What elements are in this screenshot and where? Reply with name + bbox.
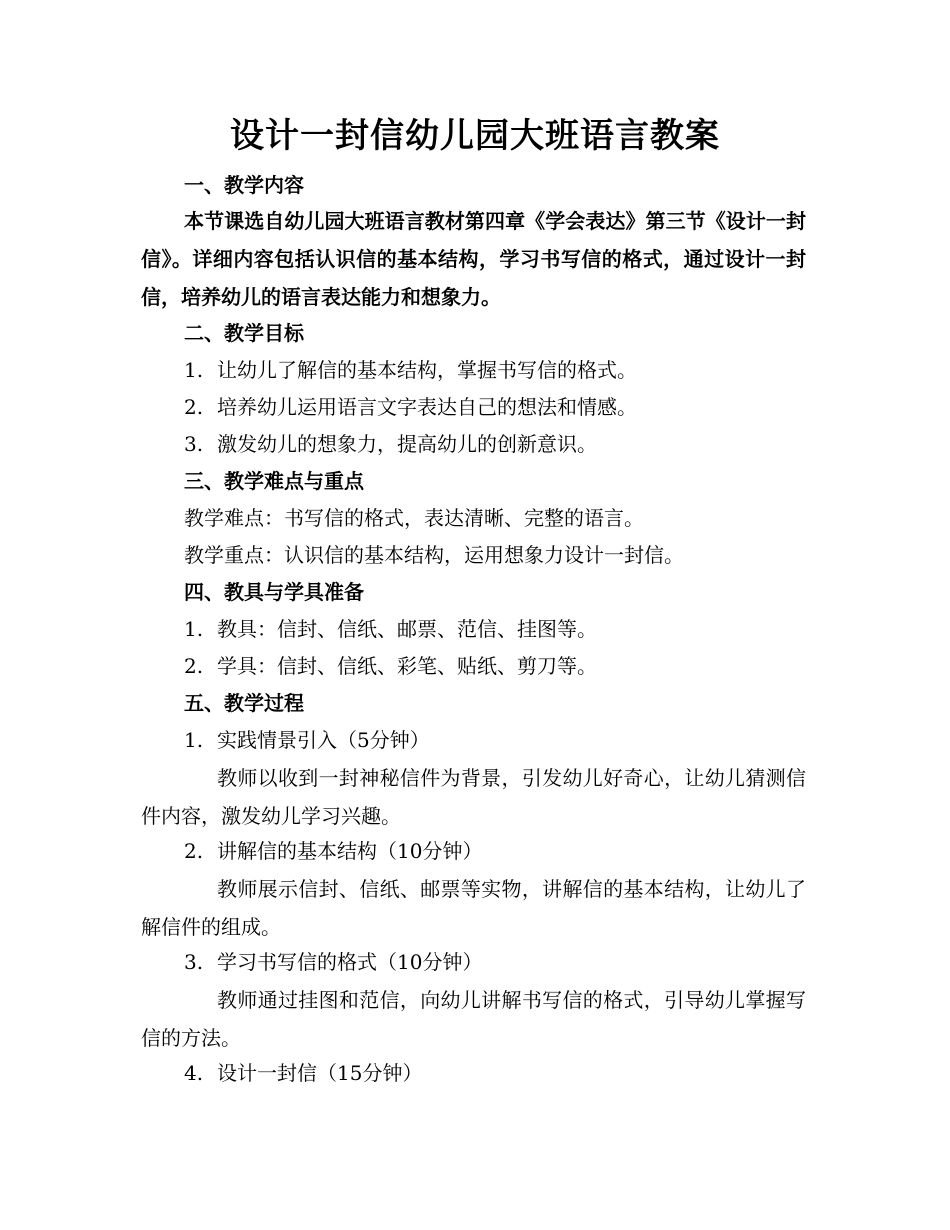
list-item-number: 2. bbox=[184, 395, 204, 419]
list-item bbox=[184, 652, 597, 680]
process-step-detail: 教师以收到一封神秘信件为背景，引发幼儿好奇心，让幼儿猜测信件内容，激发幼儿学习兴趣。 bbox=[141, 766, 806, 828]
process-step-detail: 教师通过挂图和范信，向幼儿讲解书写信的格式，引导幼儿掌握写信的方法。 bbox=[141, 988, 806, 1050]
list-item-number: 1. bbox=[184, 617, 204, 641]
process-step-detail: 教师展示信封、信纸、邮票等实物，讲解信的基本结构，让幼儿了解信件的组成。 bbox=[141, 877, 806, 939]
process-step-number: 3. bbox=[184, 950, 204, 974]
list-item-text: 教具：信封、信纸、邮票、范信、挂图等。 bbox=[217, 617, 597, 641]
list-item bbox=[184, 393, 637, 421]
list-item-number: 2. bbox=[184, 654, 204, 678]
list-item bbox=[184, 356, 637, 384]
process-step-number: 1. bbox=[184, 728, 204, 752]
process-step-title: 设计一封信（15分钟） bbox=[217, 1061, 423, 1085]
list-item-number: 3. bbox=[184, 432, 204, 456]
section-heading-objectives: 二、教学目标 bbox=[184, 321, 304, 345]
process-step-number: 4. bbox=[184, 1061, 204, 1085]
process-step bbox=[184, 726, 430, 754]
process-step bbox=[184, 837, 482, 865]
process-step-title: 讲解信的基本结构（10分钟） bbox=[217, 839, 483, 863]
document-title: 设计一封信幼儿园大班语言教案 bbox=[230, 116, 720, 156]
section-heading-content: 一、教学内容 bbox=[184, 173, 304, 197]
section-content-paragraph: 本节课选自幼儿园大班语言教材第四章《学会表达》第三节《设计一封信》。详细内容包括认识信的基本结构，学习书写信的格式，通过设计一封信，培养幼儿的语言表达能力和想象力。 bbox=[141, 209, 806, 309]
list-item-text: 激发幼儿的想象力，提高幼儿的创新意识。 bbox=[217, 432, 597, 456]
list-item-text: 培养幼儿运用语言文字表达自己的想法和情感。 bbox=[217, 395, 637, 419]
process-step-number: 2. bbox=[184, 839, 204, 863]
list-item-number: 1. bbox=[184, 358, 204, 382]
list-item bbox=[184, 615, 597, 643]
list-item bbox=[184, 430, 597, 458]
difficulty-line: 教学难点：书写信的格式，表达清晰、完整的语言。 bbox=[184, 506, 644, 530]
process-step-title: 学习书写信的格式（10分钟） bbox=[217, 950, 483, 974]
list-item-text: 让幼儿了解信的基本结构，掌握书写信的格式。 bbox=[217, 358, 637, 382]
section-heading-difficulties: 三、教学难点与重点 bbox=[184, 469, 364, 493]
process-step bbox=[184, 948, 482, 976]
key-point-line: 教学重点：认识信的基本结构，运用想象力设计一封信。 bbox=[184, 543, 684, 567]
list-item-text: 学具：信封、信纸、彩笔、贴纸、剪刀等。 bbox=[217, 654, 597, 678]
process-step-title: 实践情景引入（5分钟） bbox=[217, 728, 430, 752]
section-heading-process: 五、教学过程 bbox=[184, 691, 304, 715]
section-heading-materials: 四、教具与学具准备 bbox=[184, 580, 364, 604]
process-step bbox=[184, 1059, 422, 1087]
